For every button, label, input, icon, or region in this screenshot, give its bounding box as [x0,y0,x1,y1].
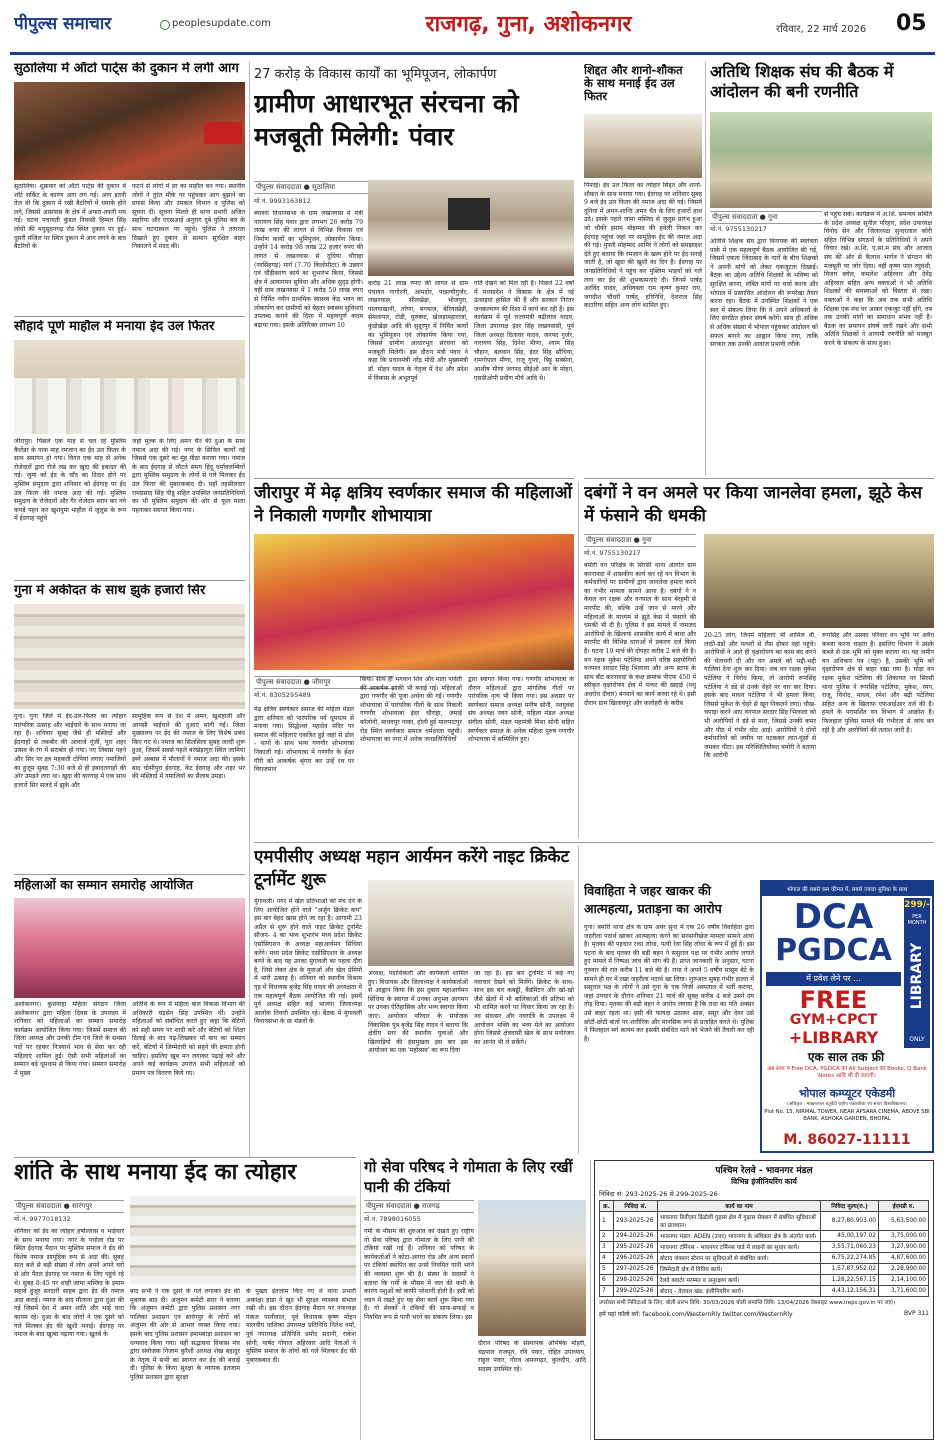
a13-headline: गो सेवा परिषद ने गोमाता के लिए रखीं पानी की टंकियां [364,1158,573,1196]
tender-cell-work: भावनगर डिवीज़न ढिंढोली गुढ़ास क्षेत्र में गुढ़ास सेक्शन में संबंधित सुविधाओं का प्रावधान। [658,1212,821,1231]
a1-col1: सुठालिया। शुक्रवार को ऑटो पार्ट्स की दुकान में शॉर्ट सर्किट के कारण आग लग गई। आग इतनी तेज थी कि दुकान में रखी बैटरियों में धमाके होने लगे, जिससे आसपास के क्षेत्र में अफरा-तफरी मच गई। घटना पचायती कुंडल निवासी हिम्मत सिंह लोधी की मधुसूदनगढ़ रोड स्थित दुकान पर हुई। दूसरी मंजिल पर स्थित दुकान में आग लगने के बाद बैटरियों के [14,183,126,251]
a2-photo [14,340,245,434]
a9-photo [704,534,934,628]
tender-cell-value: 8,27,80,903.00 [821,1212,879,1231]
tender-cell-id: 293-2025-26 [614,1212,658,1231]
a5-kicker: 27 करोड़ के विकास कार्यों का भूमिपूजन, लोकार्पण [254,67,497,82]
a2-photo-people [14,378,245,434]
globe-icon [160,20,170,30]
a7-photo [710,112,932,208]
tender-cell-id: 294-2025-26 [614,1231,658,1242]
tender-cell-no: 7 [600,1286,614,1297]
website-link[interactable]: peoplesupdate.com [172,18,271,29]
column-divider [705,62,706,476]
tender-cell-id: 297-2025-26 [614,1264,658,1275]
a12-mobile: मो.नं. 9977018132 [14,1215,71,1223]
tender-cell-emd: 2,28,900.00 [879,1264,929,1275]
tender-col-value: निविदा मूल्य(रु.) [821,1201,879,1212]
a2-col2: जहां मुल्क के लिए अमन चैन की दुआ के साथ नमाज अदा की गई। नगर के सिविल कार्यों नई जिससे एक दूसरे का मुंह मीठा कराया गया। नमाज के बाद ईदगाह से लौटते समय हिंदू धर्मावलम्बियों द्वारा मुस्लिम समुदाय के लोगों से गले मिलकर ईद उल फितर की मुबारकबाद दी। यहाँ तहसीलदार रामप्रसाद सिंह पीडू सहित उपस्थित जनप्रतिनिधियों का भी मुस्लिम समुदाय की ओर से फूल माला पहनाकर स्वागत किया गया। [132,438,245,514]
a3-col1: गुना। गुना जिले में ईद-उल-फितर का त्योहार पारंपरिक उत्साह और भाईचारे के साथ मनाया जा रहा है। शनिवार सुबह जैसे ही मस्जिदों और ईदगाहों से तकबीर की आवाजें गूंजीं, पूरा शहर उत्सव के रंग में सराबोर हो गया। नए लिबास पहने और सिर पर इत्र महकती टोपियां लगाए नमाजियों का हुजूम सुबह 7:30 बजे से ही इबादतगाहों की ओर उमड़ने लगा था। खुदा की बारगाह में एक साथ हजारों सिर सजदे में झुके और [14,713,126,789]
a5-col3: गति देखने को मिल रही है। पिछले 22 वर्षों में मध्यप्रदेश ने विकास के क्षेत्र में नई ऊंचाइयां हासिल की हैं और सरकार निरंतर जनकल्याण की दिशा में कार्य कर रही है। इस कार्यक्रम में पूर्व राज्यमंत्री बद्रीलाल यादव, जिला उपाध्यक्ष इंदर सिंह लखनवासी, पूर्व जिला अध्यक्ष दिलावर यादव, जनपद गुर्जर, नारायण सिंह, दिनेश मीणा, श्याम सिंह चौहान, बलवान सिंह, इंदर सिंह सौधिया, रामगोपाल मीणा, राजू गुप्ता, बिट्टू सक्सेना, आशीष मीणा जनपद सीईओ आर के मोहन, एसडीओपी प्रवीण मौर्य आदि थे। [474,280,574,382]
tender-code: BVP 311 [903,1310,929,1318]
a4-headline: महिलाओं का सम्मान समारोह आयोजित [14,878,193,892]
a12-col2: बाद सभी ने एक दूसरे के गले लगाकर ईद की मुबारक बाद दी। अंजुमन कमेटी सदर ने बताया कि अंजुमन कमेटी द्वारा पुलिस प्रशासन नगर पालिका प्रशासन एवं सारंगपुर के लोगों को अंजुमन की ओर से आभार व्यक्त किया गया। इसके बाद पुलिस प्रशासन इमामबाड़ा प्रशासन का धन्यवाद किया गया। वहीं सद्भावना विकास मंच द्वारा संयोजक निजाम कुरैशी अध्यक्ष शेख बहादुर के नेतृत्व में सभी का स्वागत कर ईद की बधाई दी। पुलिस के किया सुरक्षा के व्यापक इंतजाम पुलिस प्रशासन द्वारा सुरक्षा [130,1288,240,1381]
a1-photo [14,82,245,180]
divider [254,842,934,843]
a10-col3: जा रहा है। इस बार टूर्नामेंट में कई नए नवाचार देखने को मिलेंगे। क्रिकेट के साथ-साथ इस बार कबड्डी, बैडमिंटन और खो-खो जैसे खेलों में भी बालिकाओं की प्रतिभा को भी शामिल करने पर विचार किया जा रहा है। नव संवत्सर और नवरात्रि के उपलक्ष्य में आयोजन भक्ति का भव्य मेले का आयोजन होगा जिससे क्षेत्रवासी खेल के साथ मनोरंजन का आनंद भी ले सकेंगे। [474,970,574,1046]
tender-org: पश्चिम रेलवे - भावनगर मंडल [715,1166,813,1176]
a13-photo [478,1200,586,1336]
tender-dept: विभिन्न इंजीनियरिंग कार्य [731,1177,797,1186]
a10-photo [368,880,574,966]
tender-cell-value: 1,28,22,567.15 [821,1275,879,1286]
ad-dca: DCA [793,900,874,934]
a1-headline: सुठालिया में ऑटो पार्ट्स की दुकान में लगी आग [14,62,239,76]
a6-body: पिपरई। ईद उल फितर का त्योहार सिद्दत और शानो-शौकत के साथ मनाया गया। ईदगाह पर शनिवार सुबह 9 बजे ईद उल फितर की नमाज अदा की गई। जिसमें दुनिया में अमन-शान्ति अमन चैन के लिए हजारों हाथ उठे। इसके पहले जामा मस्जिद से जुलूस प्रारंभ हुआ जो चौकी इमाम मोहम्मद की हवेली निकल कर ईदगाह पहुंचा जहां पर सामूहिक ईद की नमाज अदा की गई। मुफ्ती मोहम्मद आमिर ने लोगों को समझाइश देते हुए बताया कि रमजान के खत्म होने पर ईद मनाई जाती है, जो खुदा की खुशी का दिन है। ईदगाह पर जनप्रतिनिधियों ने पहुंच कर मुस्लिम भाइयों को गले लगा कर ईद की शुभकामनाएं दी। जिनमें पार्षद अरविंद यादव, अधिवक्ता राम कृष्ण कुमार राय, जगदीश चौधरी पार्षद, हरिनिधि, देशराज सिंह कटारिया सहित अन्य लोग शामिल हुए। [584,182,702,310]
ad-name: भोपाल कम्प्यूटर एकेडमी [798,1087,896,1100]
a2-headline: सौहार्द पूर्ण माहौल में मनाया ईद उल फितर [14,320,215,334]
a5-photo-plaque [448,198,490,230]
a12-col3: के पुख्ता इंतजाम किए गए थे थाना प्रभारी अकांक्षा हाडा ने खुद भी सुरक्षा व्यवस्था संभाल रखी थी। इस दौरान ईदगाह मैदान पर नपाध्यक्ष पंकज पालीवाल, पूर्व विधायक कृष्ण मोहन मालवीय पालिका उपाध्यक्ष प्रतिनिधि नितेश वर्मा, पूर्व नपाध्यक्ष प्रतिनिधि प्रमोद सदानी, राकेश सोनी, पार्षद गोपाल अहिरवार आदि नेताओं ने मुस्लिम समाज के लोगों को गले मिलकर ईद की मुबारकबाद दी। [246,1288,356,1364]
divider [14,316,245,317]
a13-col2: दौरान परिषद के संस्थापक अभिषेक मोहरी, चंद्रपाल राजपूत, रवि पंवार, रोहित उपाध्याय, राहुल पंवार, गौरव अमनगढ़र, कुलदीप, आदि सदस्य उपस्थित रहे। [478,1340,586,1373]
tender-row [600,1242,929,1253]
tender-cell-emd: 5,63,500.00 [879,1212,929,1231]
a11-body: गुना। बमोरी थाना क्षेत्र के ग्राम अवर सुना में एक 26 वर्षीय विवाहिता द्वारा जहरीला पदार्थ खाकर आत्महत्या करने का सनसनीखेज मामला सामने आया है। मृतका की पहचान राधा लोधा, पत्नी रेवा सिंह लोधा के रूप में हुई है। इस घटना के बाद मृतका की बड़ी बहन ने ससुराल पक्ष पर गंभीर आरोप लगाते हुए मामले में निष्पक्ष जांच की मांग की है। प्राप्त जानकारी के अनुसार, घटना गुरुवार की रात करीब 11 बजे की है। राधा ने अपने 5 वर्षीय मासूम बेटे के सामने ही घर में रखा जहरीला पदार्थ खा लिया। शुरुआत सुबह गंभीर हालत में ससुराल पक्ष के लोगों ने उसे गुना के एक निजी अस्पताल में भर्ती कराया, जहां उपचार के दौरान शनिवार 21 मार्च की सुबह करीब 4 बजे उसने दम तोड़ दिया। मृतका की बड़ी बहन ने आरोप लगाया है कि राधा का पति अक्सर उसे बाहर रहता था। इसी की फायदा उठाकर सास, ससुर और देवर उसे छोटी-छोटी बातों पर शारीरिक और मानसिक रूप से प्रताड़ित करते थे। पुलिस ने फिलहाल मर्ग कायम कर इसकी संबंधित थाने को भेजने की तैयारी कर रही है। [584,924,754,1043]
a12-photo [130,1196,356,1284]
tender-cell-no: 2 [600,1231,614,1242]
ad-pgdca: PGDCA [775,936,892,966]
tender-cell-work: भावनगर मंडल: ADEN (उत्तर) भावनगर के अधिकार क्षेत्र के अंतर्गत कार्य। [658,1231,821,1242]
ad-price: 299/- [904,900,930,910]
tender-social [599,1310,929,1318]
a1-photo-sign [204,122,242,144]
computer-academy-ad[interactable] [760,880,934,1153]
tender-cell-value: 45,00,197.02 [821,1231,879,1242]
divider [14,1157,356,1158]
ad-topline: भोपाल की सबसे कम कीमत में, सबसे ज्यादा सुविधा के साथ [762,882,932,896]
tender-social-links[interactable]: हमें यहां फॉलो करें: facebook.com/WesternRly twitter.com/WesternRly [599,1311,793,1319]
a9-col2: 20-25 लोग, जिनमें महिलाएं भी शामिल थीं, लाठी-डंडों और पत्थरों से लैस होकर वहां पहुंचे। आरोपियों ने आते ही वृक्षारोपण का काम बंद करने की चेतावनी दी और वन अमले को भद्दी-भद्दी गालियां देना शुरू कर दिया। जब वन रक्षक मुकेश पटेलिया ने विरोध किया, तो आरोपी रूपसिंह पटेलिया ने डंडे से उनके चेहरे पर वार कर दिया। इसके बाद माधव पटेलिया ने भी हमला किया, जिससे मुकेश के चेहरे से खून निकलने लगा। चीख-चपाड़ा करने आए वनपाल सरदार सिंह भिलाला को भी आरोपियों ने डंडे से मारा, जिससे उनकी कमर और पीठ में गंभीर चोट आई। आरोपियों ने दोनों कर्मचारियों को जमीन पर पटककर लात-घूंसों से जमकर पीटा। इस परिस्थितियोंवश बमोरी ने बताया कि आरोपी [704,632,816,760]
a7-col2: से पहुंच सके। कार्यक्रम में अ.शि. समन्वय समिति के प्रदेश अध्यक्ष सुनील परिहार, प्रदेश उपाध्यक्ष विनोद सेन और जिलाध्यक्ष सुन्दरलाल कोरी सहित विभिन्न संगठनों के प्रतिनिधियों ने अपने विचार रखे। अ.शि. ए.सा.म संघ और आजाद संघ की ओर से कैलाश भार्गव ने संगठन की मजबूती पर जोर दिया। वहीं कृष्ण पाल रघुवंशी, विजय बघेल, कमलेश अहिरवार और देवेंद्र अहिरवार सहित अन्य वक्ताओं ने भी अतिथि शिक्षकों की समस्याओं को विस्तार से रखा। वक्ताओं ने कहा कि अब तक सभी अतिथि शिक्षक एक मंच पर आकर एकजुट नहीं होंगे, तब तक उनकी मांगों का समाधान संभव नहीं है। बैठक का समापन संघर्ष जारी रखने और सभी अतिथि शिक्षकों ने आगामी रणनीति को मजबूत करने के संकल्प के साथ हुआ। [824,211,932,347]
tender-cell-no: 1 [600,1212,614,1231]
a9-headline: दबंगों ने वन अमले पर किया जानलेवा हमला, झूठे केस में फंसाने की धमकी [584,483,922,526]
tender-cell-id: 295-2025-26 [614,1242,658,1253]
a3-headline: गुना में अकीदत के साथ झुके हजारों सिर [14,584,206,598]
column-divider [249,62,250,1157]
logo-text: पीपुल्स समाचार [14,14,112,34]
logo [14,11,164,41]
tender-cell-emd: 4,87,600.00 [879,1253,929,1264]
a1-col2: फटने से लोगों में डर का माहौल बन गया। स्थानीय लोगों ने तुरंत मौके पर पहुंचकर आग बुझाने का प्रयास किया और दमकल विभाग व पुलिस को सूचना दी। सूचना मिलते ही थाना प्रभारी अजित सहरिया और एएसआई अनुराग दुबे पुलिस बल के साथ घटनास्थल पर पहुंचे। पुलिस ने तत्परता दिखाते हुए दुकान से सामान सुरक्षित बाहर निकालने में मदद की। [132,183,245,251]
tender-body [600,1212,929,1297]
tender-cell-value: 6,75,22,274.85 [821,1253,879,1264]
a8-byline: पीपुल्स संवाददाता ● जीरापुर [254,676,394,689]
divider [14,580,245,581]
ad-side [904,898,930,1048]
a8-mobile: मो.नं. 8305295489 [254,691,311,699]
column-divider [590,1160,591,1440]
tender-row [600,1212,929,1231]
tender-cell-work: रेलवे क्वार्टर मरम्मत व अनुरक्षण कार्य। [658,1275,821,1286]
a13-mobile: मो.नं. 7898016055 [364,1215,421,1223]
tender-cell-no: 3 [600,1242,614,1253]
masthead-rule [10,52,935,55]
a7-byline: पीपुल्स संवाददाता ● गुना [710,211,822,224]
tender-col-emd: ईएमडी रु. [879,1201,929,1212]
column-divider [360,1160,361,1440]
a9-byline: पीपुल्स संवाददाता ● गुना [584,534,696,547]
a13-col1: गर्मी के मौसम की शुरुआत को देखते हुए राष्ट्रीय गो सेवा परिषद द्वारा गोमाता के लिए पानी की टंकियां रखी गई हैं। शनिवार को परिषद के कार्यकर्ताओं ने कोटा-आगरा रोड और अन्य स्थानों पर टंकियां स्थापित कर उनमें नियमित पानी भरने की व्यवस्था शुरू की है। संस्था के सदस्यों ने बताया कि गर्मी के मौसम में जल की कमी के कारण पशुओं को काफी परेशानी होती है। इसी को ध्यान में रखते हुए यह सेवा कार्य शुरू किया गया है। गो सेवकों ने टंकियों की साफ-सफाई व नियमित रूप से पानी भरने का संकल्प लिया। इस [364,1228,474,1321]
a7-mobile: मो.नं. 9755130217 [710,225,767,233]
ad-free: FREE [799,988,868,1012]
a11-headline: विवाहिता ने जहर खाकर की आत्महत्या, प्रताड़ना का आरोप [584,883,722,917]
a8-col1: मेढ़ क्षत्रिय स्वर्णकार समाज की महिला मंडल द्वारा शनिवार को पारंपरिक पर्व धूमधाम से मनाया गया। सिद्धेश्वर महादेव मंदिर पर समाज की महिलाएं एकत्रित हुईं जहां से ढोल - थापों के साथ भव्य गणगौर शोभायात्रा निकाली गई। शोभायात्रा में गणगौर के ईशर गौरी को आकर्षक श्रृंगार कर उन्हें रथ पर विराजमान [254,706,354,774]
a5-col1: ब्यावरा विधानसभा के ग्राम लखनवास में मंत्री नारायण सिंह पंवार द्वारा लगभग 26 करोड़ 79 लाख रुपए की लागत से विभिन्न विकास एवं निर्माण कार्यों का भूमिपूजन, लोकार्पण किया। उन्होंने 14 करोड़ 98 लाख 22 हजार रुपए की लागत से लखनवास से दुधिया चौराहा (नरसिंहगढ़) मार्ग (7.70 किलोमीटर) के उन्नयन एवं चौड़ीकरण कार्य का शुभारंभ किया, जिससे क्षेत्र में आवागमन सुविधा और अधिक सुदृढ़ होगी। वहीं ग्राम लखनवास में 1 करोड़ 59 लाख रुपए से निर्मित नवीन प्राथमिक स्वास्थ्य केंद्र भवन का लोकार्पण कर ग्रामीणों को बेहतर स्वास्थ्य सुविधाएं उपलब्ध कराने की दिशा में महत्वपूर्ण कदम बढ़ाया गया। इसके अतिरिक्त लगभग 10 [254,210,363,329]
tender-cell-work: जिम्मेदारी क्षेत्र में विविध कार्य। [658,1264,821,1275]
tender-cell-emd: 3,75,000.00 [879,1231,929,1242]
a7-col1: अतिथि शिक्षक संघ द्वारा विनायक की स्वतंत्रता पार्क में एक महत्वपूर्ण बैठक आयोजित की गई, जिसमें एकता जिंदाबाद के नारों के बीच शिक्षकों ने अपनी मांगों को लेकर एकजुटता दिखाई। बैठक का उद्देश्य अतिथि शिक्षकों के भविष्य को सुरक्षित करना, लंबित मांगों पर चर्चा करना और भोपाल में प्रस्तावित आंदोलन की रूपरेखा तैयार करना रहा। बैठक में उपस्थित शिक्षकों ने एक स्वर में संकल्प लिया कि वे अपने अधिकारों के लिए संगठित होकर संघर्ष करेंगे। साथ ही अधिक से अधिक संख्या में भोपाल पहुंचकर आंदोलन को सफल बनाने का आह्वान किया गया, ताकि सरकार तक उनकी आवाज प्रभावी तरीके [710,238,818,349]
a9-mobile: मो.नं. 9755130217 [584,549,641,557]
tender-table [599,1200,929,1297]
tender-cell-no: 6 [600,1275,614,1286]
ad-only: ONLY [909,1036,925,1043]
tender-footer: उपरोक्त सभी निविदाओं के लिए: बोली प्रारंभ तिथि: 30/03/2026 बोली समाप्ति तिथि: 13/04/2026 वेबसाइट www.ireps.gov.in पर जाएं। [599,1300,896,1306]
a3-col2: सामूहिक रूप से देश में अमन, खुशहाली और आपसी भाईचारे की दुआएं मांगी गई। जिला मुख्यालय पर ईद की नमाज के लिए विशेष प्रबंध किए गए थे। नमाज का सिलसिला सुबह जल्दी शुरू हुआ, जिसमें सबसे पहले बरखेड़ागुरा स्थित जामिया इब्ने अब्बास में मौलानों ने नमाज अदा की। इसके बाद चोसीपुरा ईदगाह, केंट ईदगाह और शहर भर की मस्जिदों में नमाजियों का सैलाब उमड़ा। [132,713,245,781]
a5-byline: पीपुल्स संवाददाता ● सुठालिया [254,181,394,194]
a5-headline: ग्रामीण आधारभूत संरचना को मजबूती मिलेगी: पंवार [254,89,519,151]
a12-col1: शनिवार को ईद का त्योहार हर्षोल्लास व भाईचारे के साथ मनाया गया। नगर के पचोला रोड पर स्थित ईदगाह मैदान पर मुस्लिम समाज ने ईद की विशेष नमाज सामूहिक रूप से अदा की। सुबह सात बजे से बड़ी संख्या में लोग अपने अपने घरों से ओर पैदल ईदगाह पर नमाज के लिए पहुंचे रहे थे। सुबह 8:45 पर शाही जामा मस्जिद के इमाम सहाबे हुजूर सरदारी साहब द्वारा ईद की नमाज अदा कराई। नमाज के बाद मौलाना द्वारा दुआ की गई जिसमें देश में अमन शांति और भाई चारा कायम रहे। दुआ के बाद लोगों ने एक दूसरे को गले मिलकर ईद की खुशी मनाई। ईदगाह पर नमाज के बाद खुत्बा पढ़ाया गया। खुतबे के [14,1228,124,1339]
a9-col3: रूपसिंह और उसका परिवार वन भूमि पर अवैध कब्जा करना चाहता है। इसलिए विभाग ने उसके कब्जे से उस भूमि को मुक्त कराया था। यह जमीन वन अधिकार पत्र (पट्टा) है, उसकी भूमि को वृक्षारोपण क्षेत्र से बाहर रखा गया है। घोड़ा वन रक्षक मुकेश पटेलिया की शिकायत पर सिरसी थाना पुलिस ने रूपसिंह पटेलिया, मुकेश, रमन, राजू, विनोद, माधव, रमेश और बद्री पटेलिया सहित अन्य के खिलाफ एफआईआर दर्ज की है। हमले के परामर्शित वन विभाग में आक्रोश है। फिलहाल पुलिस मामले की गंभीरता से जांच कर रही है और आरोपियों की तलाश जारी है। [822,632,934,734]
a8-col3: द्वारा स्वागत किया गया। गणगौर शोभायात्रा के दौरान महिलाओं द्वारा मांगलिक गीतों पर पारंपरिक नृत्य भी किया गया। इस अवसर पर स्वर्णकार समाज अध्यक्ष मनीष सोनी, नवयुवक संघ अध्यक्ष पवन सोनी, महिला मंडल अध्यक्ष संगीता सोनी, मंडल महामंत्री मिथा सोनी सहित स्वर्णकार समाज के अनेक महिला पुरुष गणगौर शोभायात्रा में सम्मिलित हुए। [468,676,574,744]
tender-cell-id: 296-2025-26 [614,1253,658,1264]
ad-library-vertical: LIBRARY [909,942,925,1010]
tender-col-id: निविदा सं. [614,1201,658,1212]
tender-cell-work: भावनगर टर्मिनस - भावनगर टर्मिनस यार्ड में लाइनों का सुधार कार्य। [658,1242,821,1253]
a4-col1: अशोकनगर। कुशवाहा महिला संगठन जिला अशोकनगर द्वारा महिला दिवस के उपलक्ष्य में शनिवार को महिलाओं का सम्मान समारोह कार्यक्रम आयोजित किया गया। जिसमें समाज की जिला अध्यक्ष और उनकी टीम एवं जिले के समस्त पदों पर रहकर निःस्वार्थ भाव से सेवा कर रही महिलाएं शामिल हुईं। ऐसी सभी महिलाओं का सम्मान बड़े धूमधाम से किया गया। सम्मान समारोह में मुख्य [14,1001,126,1077]
ad-sub: (अधिकृत : माखनलाल चतुर्वेदी राष्ट्रीय पत्रकारिता एवं संचार विश्वविद्यालय) [787,1102,907,1107]
tender-row [600,1231,929,1242]
a5-mobile: मो.नं. 9993163812 [254,197,311,205]
a10-col2: अध्यक्ष, पदाधिकारी और कार्यकर्ता शामिल हुए। विधायक और जिलाध्यक्ष ने कार्यकर्ताओं से आह्वान किया कि इस दुबारा महाआर्यमन सिंधिया के स्वागत में उनका अनुभव आगमन पर उनका ऐतिहासिक और भव्य स्वागत किया जाए। आयोजन परिवार के संयोजक विकासिक पुत्र बृजेंद्र सिंह यादव ने बताया कि क्षेत्रीय स्तर की स्थानीय युवाओं और खिलाड़ियों की हंसमुखता इस बार इस आयोजन का एक 'महोत्सव' का रूप दिया [368,970,468,1055]
date: रविवार, 22 मार्च 2026 [776,24,867,35]
tender-header-row [600,1201,929,1212]
ad-admission: में प्रवेश लेने पर ... [766,972,901,986]
divider [254,478,574,479]
a8-headline: जीरापुर में मेढ़ क्षत्रिय स्वर्णकार समाज की महिलाओं ने निकाली गणगौर शोभायात्रा [254,483,572,526]
a7-headline: अतिथि शिक्षक संघ की बैठक में आंदोलन की बनी रणनीति [710,62,894,101]
a5-col2: करोड़ 21 लाख रुपए की लागत से ग्राम पंचायत गागोरनी, आमदोर, पाडल्यीगुर्जर, लखनवास, सीलखेड़ा, भोजपुरा, पालयाखानी, तरेणा, बगवाज़, बेरियाखेड़ी, सेमलापार, टोडी, चुरुक्या, खेजड़ामहाराजा, कुंडोखेड़ा आदि की सुदूरपुर में निर्मित कार्यों का भूमिपूजन एवं लोकार्पण किया गया, जिससे ग्रामीण आधारभूत संरचना को मजबूती मिलेगी। इस दौरान मंत्री पंवार ने कहा कि प्रधानमंत्री नरेंद्र मोदी और मुख्यमंत्री डॉ. मोहन यादव के नेतृत्व में देश और प्रदेश में विकास के अभूतपूर्व [368,280,468,382]
page-number: 05 [896,11,927,36]
column-divider [578,846,579,1154]
a5-photo [368,180,574,276]
ad-year: एक साल तक फ्री [807,1050,885,1064]
edition-title: राजगढ़, गुना, अशोकनगर [425,12,632,37]
tender-cell-id: 299-2025-26 [614,1286,658,1297]
ad-phone: M. 86027-11111 [783,1132,911,1148]
tender-cell-emd: 3,27,900.00 [879,1242,929,1253]
a4-photo [14,898,245,998]
tender-cell-id: 298-2025-26 [614,1275,658,1286]
a12-headline: शांति के साथ मनाया ईद का त्योहार [14,1160,297,1185]
ad-library: +LIBRARY [788,1028,879,1047]
tender-cell-no: 5 [600,1264,614,1275]
railway-tender [594,1160,934,1440]
tender-cell-value: 1,57,87,952.02 [821,1264,879,1275]
a6-headline: शिद्दत और शानो-शौकत के साथ मनाई ईद उल फितर [584,64,683,104]
tender-cell-work: बोटाद जंक्शन स्टेशन पर सुविधाओं से संबंधित कार्य। [658,1253,821,1264]
a6-photo [584,114,702,178]
tender-cell-value: 3,55,71,060.23 [821,1242,879,1253]
tender-row [600,1253,929,1264]
masthead [0,0,945,58]
a12-byline: पीपुल्स संवाददाता ● सारंगपुर [14,1200,124,1213]
ad-gym: GYM+CPCT [789,1012,878,1028]
ad-per-month: PER MONTH [907,914,927,926]
a2-col1: जीरापुर। पिछले एक माह से चल रहे मुस्लिम कैलेंडर के पाक माह रमजान का ईद उल फितर के साथ समापन हो गया। विगत एक माह से अनेक रोजेदारों द्वारा रोजे रख कर खुदा की इबादत की गई। जुमा को ईद के चाँद का दिदार होने पर मुस्लिम समुदाय द्वारा शनिवार को ईदगाह पर ईद उल फितर की नमाज अदा की गई। मुस्लिम समुदाय के रोजेदारों और गैर रोजेदार स्नान कर नये कपड़े पहन कर खुशनुमा माहौल में जुलूस के रूप में ईदगाह पहुंचे [14,438,126,523]
a8-photo [254,534,574,670]
tender-row [600,1264,929,1275]
a10-col1: मुंगावली। नगर में खेल प्रतिभाओं को मंच देने के लिए आयोजित होने वाले "अर्जुन क्रिकेट कप" इस बार बेहद खास होने जा रहा है। आगामी 23 अप्रैल से शुरू होने वाले नाइट क्रिकेट टूर्नामेंट सीजन- 4 का भव्य शुभारंभ मध्य प्रदेश क्रिकेट एसोसिएशन के अध्यक्ष महाआर्यमन सिंधिया करेंगे। मध्य प्रदेश क्रिकेट एसोसिएशन के अध्यक्ष बनने के बाद यह उनका मुंगावली का पहला दौरा है, जिसे लेकर क्षेत्र के युवाओं और खेल प्रेमियों में भारी उत्साह है। शनिवार को स्थानीय विश्राम गृह में विधायक बृजेंद्र सिंह यादव की अध्यक्षता में एक महत्वपूर्ण बैठक आयोजित की गई। इसमें पूर्व अध्यक्ष सहित कई भाजपा जिलाध्यक्ष आलोक तिवारी उपस्थित रहे। बैठक में मुंगावली विधानसभा के छः मंडलों के [254,898,362,1026]
a4-col2: अतिथि के रूप में महिला बाल विकास विभाग की अधिकारी चंद्रसेन सिंह उपस्थित थीं। उन्होंने महिलाओं को संबोधित करते हुए कहा कि बेटियों को सही समय पर शादी करें और बेटियों को शिक्षा दिलाई के बाद पढ़-लिखकर माँ बाप का सम्मान करें, बेटियों में जिम्मेदारी को सहने की क्षमता होनी चाहिए। इसलिए खूब मन लगाकर पढ़ाई करें और अपने कई कार्यक्रम उपरांत सभी महिलाओं को प्रमाण पत्र वितरण किये गए। [132,1001,245,1077]
tender-notice: निविदा सं: 293-2025-26 से 299-2025-26 [599,1190,718,1198]
tender-cell-no: 4 [600,1253,614,1264]
divider [14,874,245,875]
a10-headline: एमपीसीए अध्यक्ष महान आर्यमन करेंगे नाइट क्रिकेट टूर्नामेंट शुरू [254,847,570,890]
a8-col2: किया। साथ ही भगवान शिव और माता पार्वती की आकर्षक झांकी भी बनाई गई। महिलाओं द्वारा गणगौर की पूजा अर्चना की गई। गणगौर शोभायात्रा में पारंपरिक गीतों के साथ निकली गणगौर शोभायात्रा इंदर चौराहा, जमाई कॉलोनी, माधवपुर नाका, होली हुई मालपाटपुर रोड स्थित स्वर्णकार समाज धर्मशाला पहुंची। शोभायात्रा का नगर में अनेक जनप्रतिनिधियों [360,676,462,744]
tender-col-work: कार्य का नाम [658,1201,821,1212]
tender-cell-emd: 3,71,600.00 [879,1286,929,1297]
tender-cell-work: बोटाद - वेरावल खंड: इंजीनियरिंग कार्य। [658,1286,821,1297]
tender-cell-value: 4,43,12,156.31 [821,1286,879,1297]
ad-address: Plot No. 15, NIRMAL TOWER, NEAR APSARA CINEMA, ABOVE SBI BANK, ASHOKA GARDEN, BHOPAL [764,1109,930,1122]
a9-col1: बमोरी वन परिक्षेत्र के सिरसी थाना अंतर्गत ग्राम करनावदा में शासकीय कार्य कर रहे वन विभाग के कर्मचारियों पर ग्रामीणों द्वारा जानलेवा हमला करने का गंभीर मामला सामने आया है। दबंगों ने न केवल वन रक्षक और वनपाल के साथ बेरहमी से मारपीट की, बल्कि उन्हें जान से मारने और महिलाओं के माध्यम से झूठे केस में फंसाने की धमकी भी दी है। पुलिस ने इस मामले में नामजद आरोपियों के खिलाफ शासकीय कार्य में बाधा और मारपीट की विभिन्न धाराओं में प्रकरण दर्ज किया है। घटना 19 मार्च की दोपहर करीब 2 बजे की है। वन रक्षक मुकेश पटेलिया अपने वरिष्ठ सहयोगियों वनपाल सरदार सिंह भिलाला और अन्य स्टाफ के साथ बीट करनावदा के कक्ष क्रमांक पीएफ 450 में स्वीकृत वृक्षारोपण क्षेत्र में पत्थर की खदाई (पथु अवरोध दीवार) बनवाने का कार्य करवा रहे थे। इसी दौरान ग्राम खिलावपुर और कलोहरी के करीब [584,562,696,707]
a3-photo [14,604,245,709]
edition-banner [356,8,701,48]
tender-cell-emd: 2,14,100.00 [879,1275,929,1286]
tender-row [600,1286,929,1297]
ad-bullet: अब साथ में Free DCA, PGDCA की All Subject की Books, Q Bank Notes आदि भी दी जाएगी। [766,1066,928,1080]
a13-byline: पीपुल्स संवाददाता ● राजगढ़ [364,1200,474,1213]
tender-row [600,1275,929,1286]
column-divider [578,482,579,838]
divider [584,478,934,479]
tender-col-no: क्र. [600,1201,614,1212]
